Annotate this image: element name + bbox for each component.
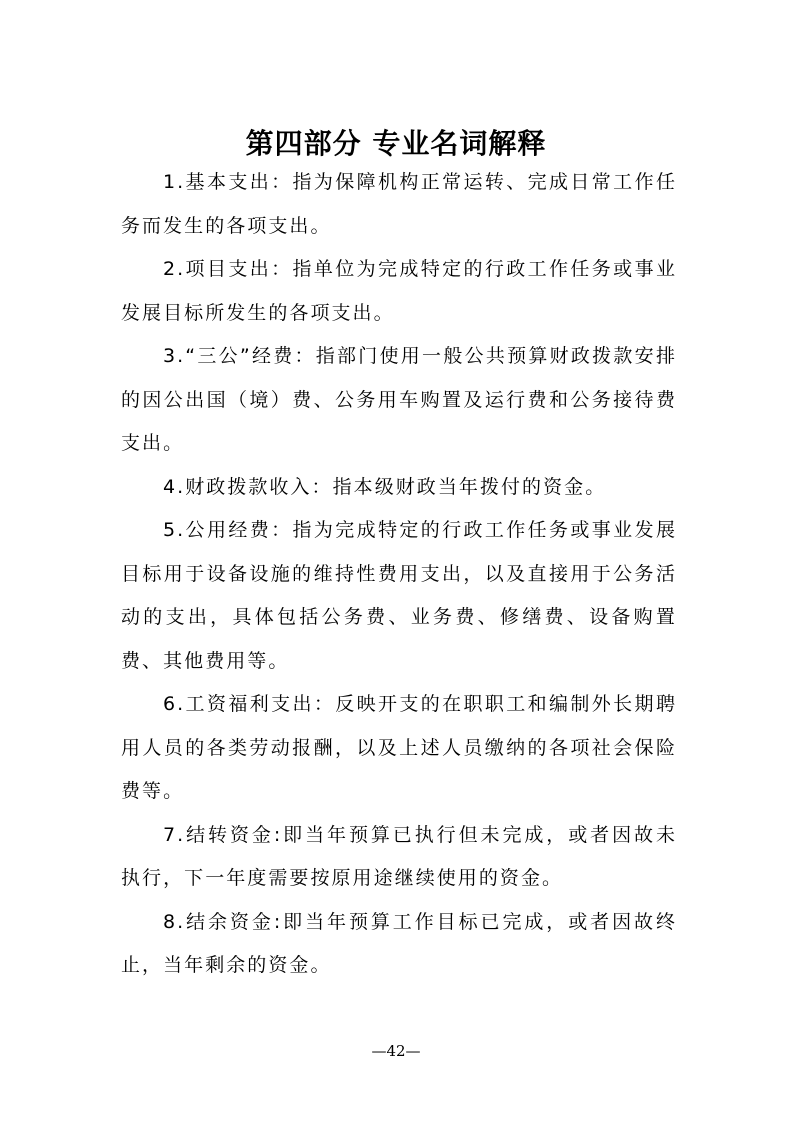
- section-title: 第四部分 专业名词解释: [245, 126, 547, 160]
- glossary-definition: 指单位为完成特定的行政工作任务或事业发展目标所发生的各项支出。: [121, 258, 677, 324]
- glossary-entry: [121, 814, 677, 901]
- glossary-term: 3.“三公”经费：: [163, 345, 316, 367]
- glossary-term: 5.公用经费：: [163, 519, 293, 541]
- glossary-list: [121, 161, 677, 988]
- glossary-entry: [121, 335, 677, 466]
- glossary-term: 8.结余资金:: [163, 910, 283, 933]
- glossary-entry: [121, 683, 677, 814]
- glossary-term: 4.财政拨款收入：: [163, 475, 333, 498]
- glossary-term: 6.工资福利支出：: [163, 693, 336, 715]
- glossary-definition: 即当年预算工作目标已完成，或者因故终止，当年剩余的资金。: [121, 910, 677, 976]
- glossary-term: 1.基本支出：: [163, 171, 293, 193]
- glossary-definition: 指为完成特定的行政工作任务或事业发展目标用于设备设施的维持性费用支出，以及直接用于公务活动的支出，具体包括公务费、业务费、修缮费、设备购置费、其他费用等。: [121, 519, 677, 672]
- glossary-definition: 指部门使用一般公共预算财政拨款安排的因公出国（境）费、公务用车购置及运行费和公务接待费支出。: [121, 345, 677, 454]
- glossary-definition: 指为保障机构正常运转、完成日常工作任务而发生的各项支出。: [121, 171, 677, 237]
- glossary-entry: [121, 161, 677, 248]
- glossary-definition: 反映开支的在职职工和编制外长期聘用人员的各类劳动报酬，以及上述人员缴纳的各项社会保险费等。: [121, 693, 677, 802]
- glossary-definition: 指本级财政当年拨付的资金。: [332, 475, 607, 498]
- glossary-term: 2.项目支出：: [163, 258, 293, 280]
- glossary-entry: [121, 901, 677, 988]
- glossary-term: 7.结转资金:: [163, 823, 283, 846]
- glossary-entry: [121, 466, 677, 510]
- glossary-entry: [121, 248, 677, 335]
- page-number: —42—: [371, 1042, 421, 1060]
- glossary-definition: 即当年预算已执行但未完成，或者因故未执行，下一年度需要按原用途继续使用的资金。: [121, 823, 677, 889]
- glossary-entry: [121, 509, 677, 683]
